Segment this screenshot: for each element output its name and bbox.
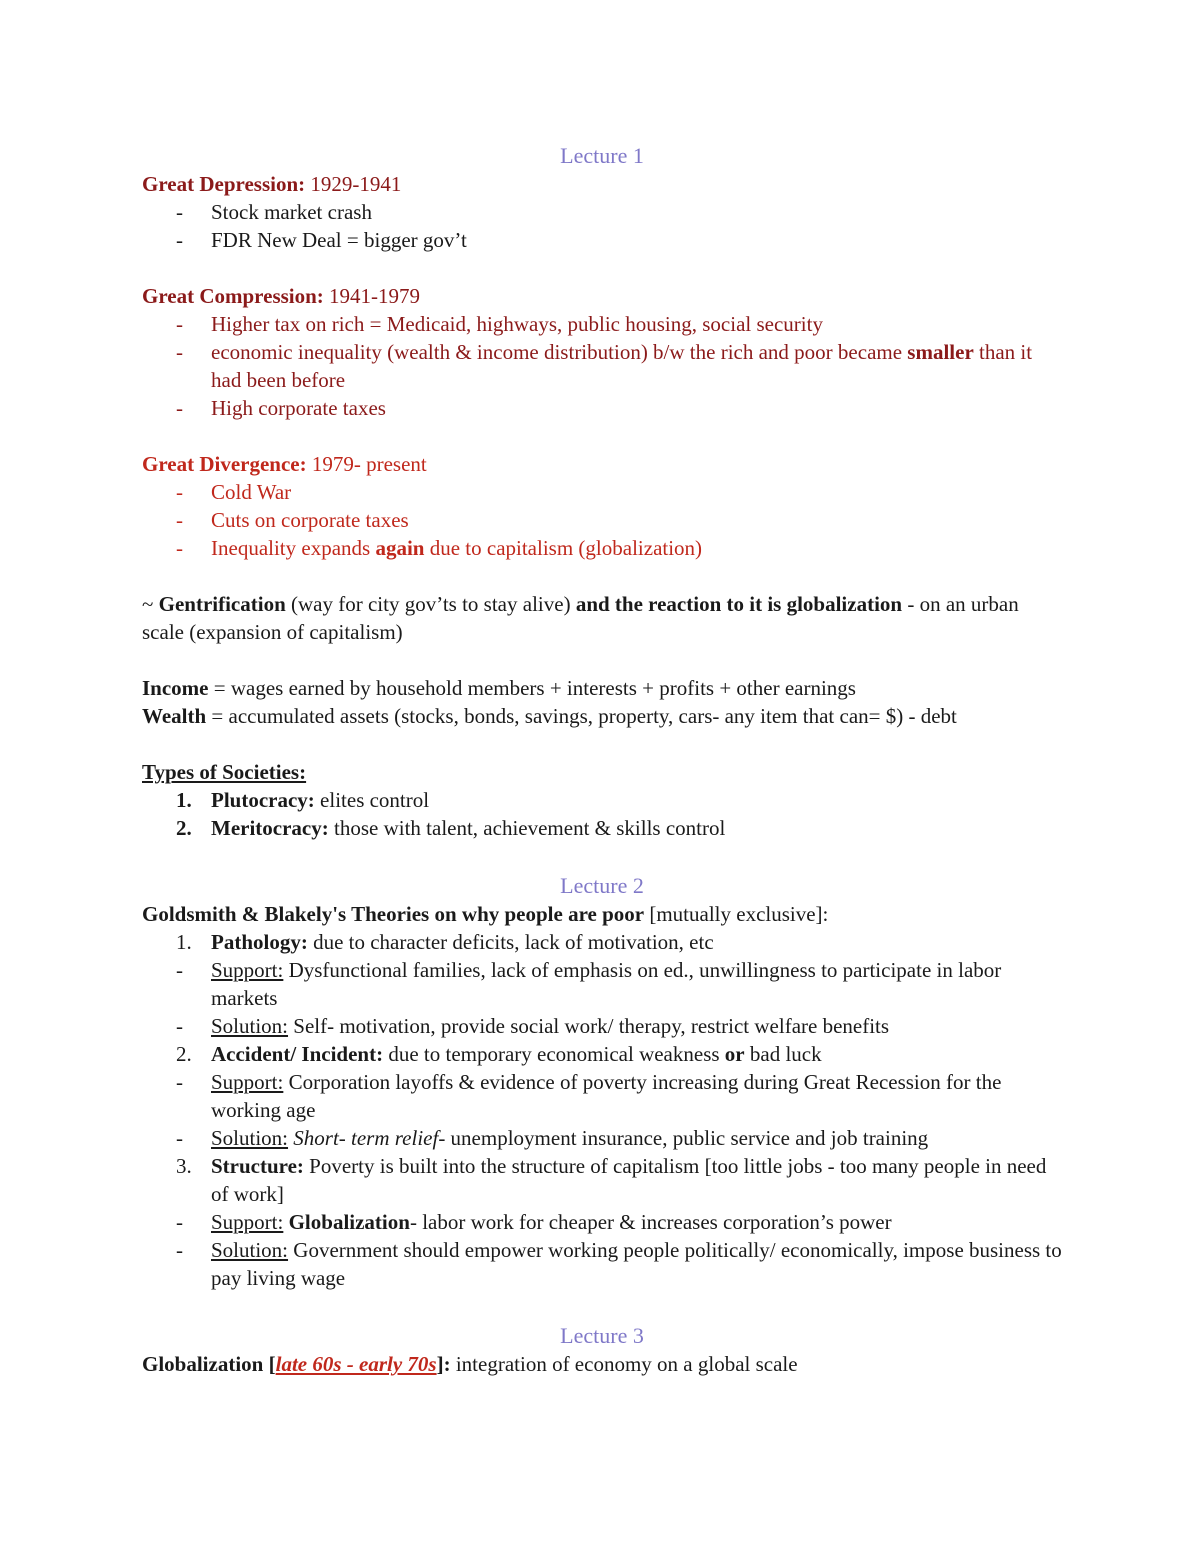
list-item: - FDR New Deal = bigger gov’t bbox=[176, 228, 467, 252]
globalization-definition: Globalization [late 60s - early 70s]: integration of economy on a global scale bbox=[142, 1352, 798, 1376]
great-depression-years: 1929-1941 bbox=[305, 172, 402, 196]
great-divergence-years: 1979- present bbox=[306, 452, 427, 476]
great-depression-heading bbox=[142, 170, 1062, 198]
list-item: 1. Pathology: due to character deficits, lack of motivation, etc bbox=[176, 930, 714, 954]
great-divergence-title: Great Divergence: bbox=[142, 452, 307, 476]
gentrification-paragraph: ~ Gentrification (way for city gov’ts to stay alive) and the reaction to it is globalization - on an urban scale (expansion of capitalism) bbox=[142, 592, 1019, 644]
societies-heading: Types of Societies: bbox=[142, 760, 307, 784]
lecture-1-heading: Lecture 1 bbox=[560, 143, 644, 168]
theories-intro: Goldsmith & Blakely's Theories on why people are poor [mutually exclusive]: bbox=[142, 902, 829, 926]
list-item: 2. Accident/ Incident: due to temporary economical weakness or bad luck bbox=[176, 1042, 822, 1066]
document-page bbox=[142, 140, 1062, 1378]
great-divergence-heading bbox=[142, 450, 1062, 478]
list-item: 1. Plutocracy: elites control bbox=[176, 788, 430, 812]
list-item: - Inequality expands again due to capitalism (globalization) bbox=[176, 536, 703, 560]
great-compression-years: 1941-1979 bbox=[323, 284, 421, 308]
list-item: - Stock market crash bbox=[176, 200, 372, 224]
list-item: - Solution: Short- term relief- unemployment insurance, public service and job training bbox=[176, 1126, 929, 1150]
list-item: - Support: Corporation layoffs & evidence of poverty increasing during Great Recession for the working age bbox=[176, 1070, 1002, 1122]
income-definition: Income = wages earned by household members + interests + profits + other earnings bbox=[142, 676, 856, 700]
list-item: - Solution: Self- motivation, provide social work/ therapy, restrict welfare benefits bbox=[176, 1014, 890, 1038]
list-item: 3. Structure: Poverty is built into the structure of capitalism [too little jobs - too many people in need of work] bbox=[176, 1154, 1047, 1206]
great-compression-title: Great Compression: bbox=[142, 284, 324, 308]
list-item: - High corporate taxes bbox=[176, 396, 386, 420]
list-item: 2. Meritocracy: those with talent, achievement & skills control bbox=[176, 816, 726, 840]
list-item: - Higher tax on rich = Medicaid, highways, public housing, social security bbox=[176, 312, 823, 336]
great-depression-title: Great Depression: bbox=[142, 172, 306, 196]
list-item: - economic inequality (wealth & income distribution) b/w the rich and poor became smaller than it had been before bbox=[176, 340, 1033, 392]
list-item: - Support: Globalization- labor work for cheaper & increases corporation’s power bbox=[176, 1210, 892, 1234]
list-item: - Cold War bbox=[176, 480, 292, 504]
list-item: - Cuts on corporate taxes bbox=[176, 508, 409, 532]
lecture-2-heading: Lecture 2 bbox=[560, 873, 644, 898]
list-item: - Support: Dysfunctional families, lack of emphasis on ed., unwillingness to participate in labor markets bbox=[176, 958, 1002, 1010]
wealth-definition: Wealth = accumulated assets (stocks, bonds, savings, property, cars- any item that can= $) - debt bbox=[142, 704, 957, 728]
lecture-3-heading: Lecture 3 bbox=[560, 1323, 644, 1348]
list-item: - Solution: Government should empower working people politically/ economically, impose business to pay living wage bbox=[176, 1238, 1062, 1290]
great-compression-heading bbox=[142, 282, 1062, 310]
